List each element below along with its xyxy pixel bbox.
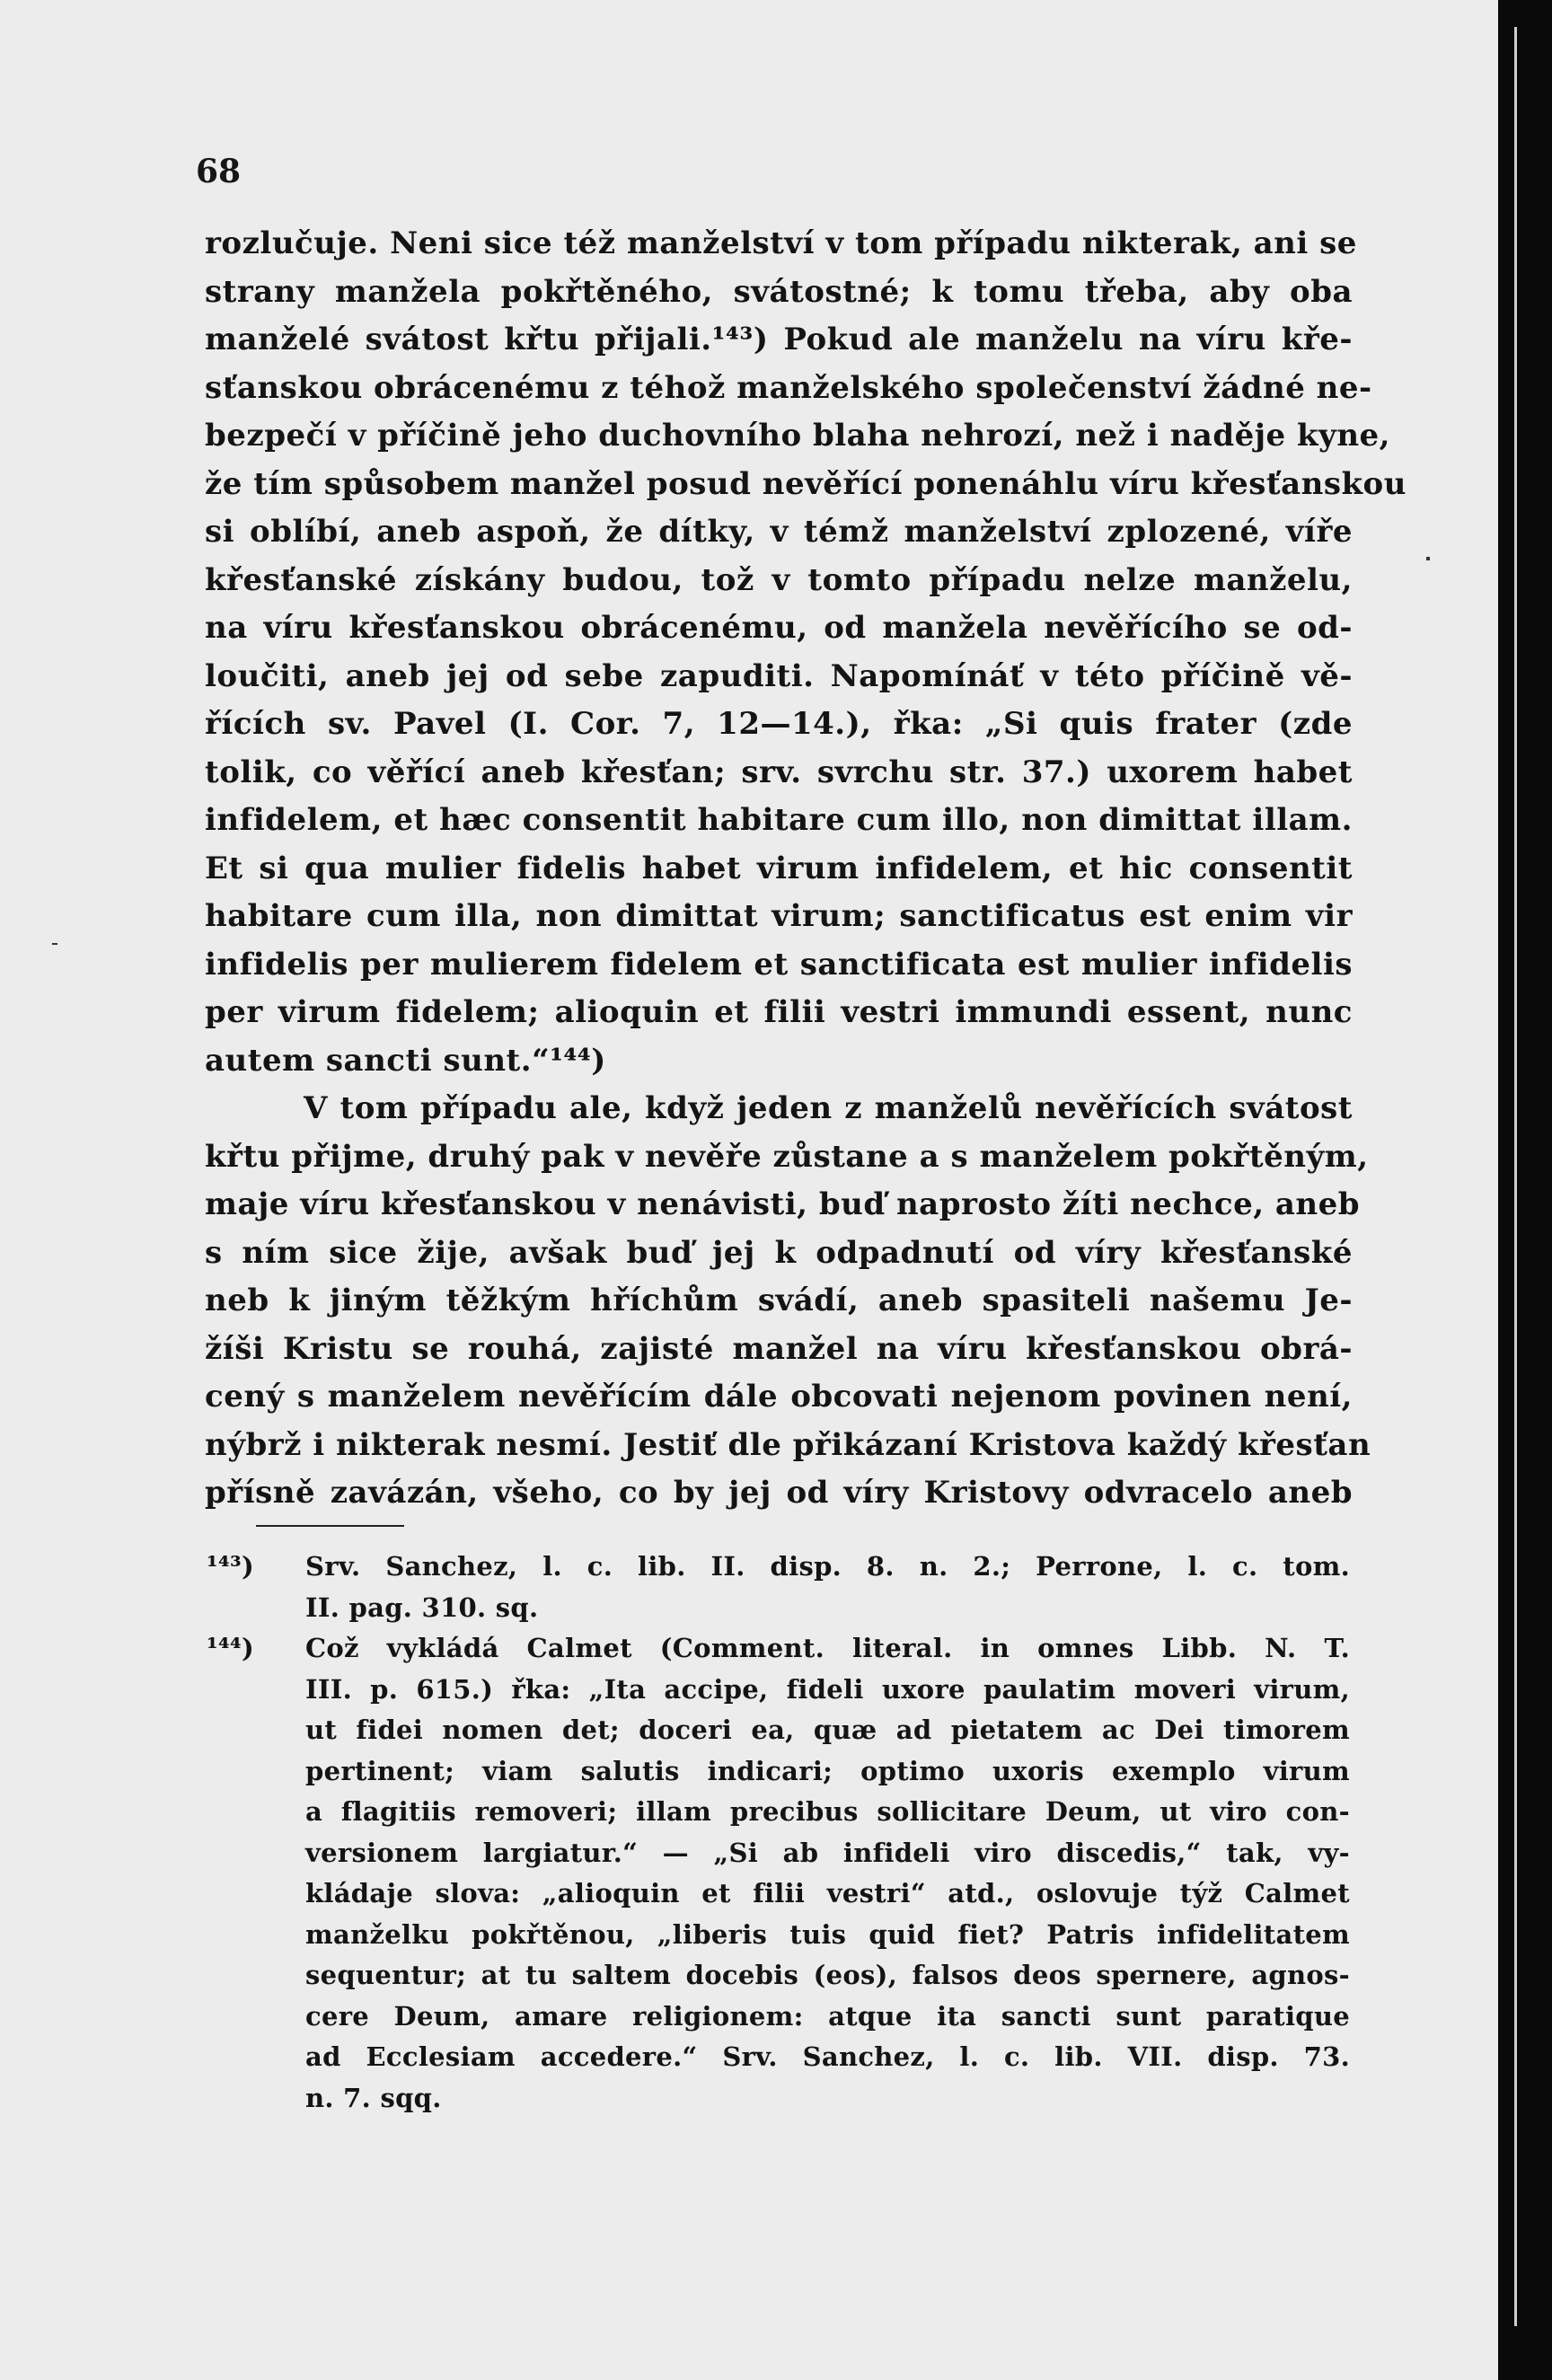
text-line: kládaje slova: „alioquin et filii vestri“ atd., oslovuje týž Calmet xyxy=(305,1878,1350,1908)
text-line: neb k jiným těžkým hříchům svádí, aneb spasiteli našemu Je- xyxy=(205,1283,1353,1318)
text-line: křesťanské získány budou, tož v tomto případu nelze manželu, xyxy=(205,561,1353,598)
text-line: že tím spůsobem manžel posud nevěřící ponenáhlu víru křesťanskou xyxy=(205,465,1406,502)
text-line: per virum fidelem; alioquin et filii vestri immundi essent, nunc xyxy=(205,994,1353,1030)
text-line: III. p. 615.) řka: „Ita accipe, fideli uxore paulatim moveri virum, xyxy=(305,1673,1350,1705)
text-line: loučiti, aneb jej od sebe zapuditi. Napomínáť v této příčině vě- xyxy=(205,657,1353,694)
text-line: strany manžela pokřtěného, svátostné; k tomu třeba, aby oba xyxy=(205,273,1353,310)
text-line: Et si qua mulier fidelis habet virum infidelem, et hic consentit xyxy=(205,850,1353,886)
text-line: sequentur; at tu saltem docebis (eos), falsos deos spernere, agnos- xyxy=(305,1960,1350,1990)
text-line: Srv. Sanchez, l. c. lib. II. disp. 8. n. 2.; Perrone, l. c. tom. xyxy=(305,1551,1350,1582)
footnote-rule xyxy=(256,1525,404,1527)
footnote-number: ¹⁴³) xyxy=(207,1551,255,1582)
text-line: si oblíbí, aneb aspoň, že dítky, v témž manželství zplozené, víře xyxy=(205,514,1353,550)
text-line: manželé svátost křtu přijali.¹⁴³) Pokud ale manželu na víru kře- xyxy=(205,322,1353,357)
scan-speck xyxy=(1426,557,1430,560)
text-line: tolik, co věřící aneb křesťan; srv. svrchu str. 37.) uxorem habet xyxy=(205,754,1353,790)
text-line: řících sv. Pavel (I. Cor. 7, 12—14.), řka: „Si quis frater (zde xyxy=(205,706,1353,742)
text-line: s ním sice žije, avšak buď jej k odpadnutí od víry křesťanské xyxy=(205,1234,1353,1271)
text-line: n. 7. sqq. xyxy=(305,2082,442,2113)
text-line: sťanskou obrácenému z téhož manželského společenství žádné ne- xyxy=(205,369,1372,406)
text-line: žíši Kristu se rouhá, zajisté manžel na víru křesťanskou obrá- xyxy=(205,1330,1353,1367)
text-line: na víru křesťanskou obrácenému, od manžela nevěřícího se od- xyxy=(205,610,1353,646)
text-line: cený s manželem nevěřícím dále obcovati nejenom povinen není, xyxy=(205,1379,1353,1415)
text-line: rozlučuje. Neni sice též manželství v tom případu nikterak, ani se xyxy=(205,225,1357,261)
text-line: Což vykládá Calmet (Comment. literal. in omnes Libb. N. T. xyxy=(305,1633,1350,1663)
text-line: II. pag. 310. sq. xyxy=(305,1591,539,1623)
text-line: infidelem, et hæc consentit habitare cum illo, non dimittat illam. xyxy=(205,802,1353,838)
text-line: a flagitiis removeri; illam precibus sollicitare Deum, ut viro con- xyxy=(305,1796,1350,1827)
footnote xyxy=(207,1628,1350,2119)
scan-edge xyxy=(1498,0,1552,2380)
text-line: habitare cum illa, non dimittat virum; sanctificatus est enim vir xyxy=(205,898,1353,934)
page-edge-line xyxy=(1514,27,1517,2326)
footnote xyxy=(207,1547,1350,1628)
text-line: versionem largiatur.“ — „Si ab infideli viro discedis,“ tak, vy- xyxy=(305,1837,1350,1868)
text-line: nýbrž i nikterak nesmí. Jestiť dle přikázaní Kristova každý křesťan xyxy=(205,1426,1371,1463)
text-line: ut fidei nomen det; doceri ea, quæ ad pietatem ac Dei timorem xyxy=(305,1714,1350,1745)
page-number: 68 xyxy=(196,153,242,190)
text-line: přísně zavázán, všeho, co by jej od víry Kristovy odvracelo aneb xyxy=(205,1475,1353,1511)
text-line: křtu přijme, druhý pak v nevěře zůstane a s manželem pokřtěným, xyxy=(205,1138,1369,1175)
footnote-number: ¹⁴⁴) xyxy=(207,1633,255,1663)
text-line: infidelis per mulierem fidelem et sanctificata est mulier infidelis xyxy=(205,946,1353,983)
footnotes xyxy=(207,1547,1350,2119)
main-text xyxy=(205,220,1406,1518)
text-line: V tom případu ale, když jeden z manželů nevěřících svátost xyxy=(304,1090,1353,1126)
text-line: maje víru křesťanskou v nenávisti, buď naprosto žíti nechce, aneb xyxy=(205,1186,1361,1222)
text-line: manželku pokřtěnou, „liberis tuis quid fiet? Patris infidelitatem xyxy=(305,1918,1350,1950)
text-line: autem sancti sunt.“¹⁴⁴) xyxy=(205,1042,606,1079)
text-line: pertinent; viam salutis indicari; optimo uxoris exemplo virum xyxy=(305,1755,1350,1786)
text-line: cere Deum, amare religionem: atque ita sancti sunt paratique xyxy=(305,2000,1350,2032)
scan-speck xyxy=(52,943,57,945)
text-line: bezpečí v příčině jeho duchovního blaha nehrozí, než i naděje kyne, xyxy=(205,418,1391,454)
text-line: ad Ecclesiam accedere.“ Srv. Sanchez, l. c. lib. VII. disp. 73. xyxy=(305,2041,1350,2072)
